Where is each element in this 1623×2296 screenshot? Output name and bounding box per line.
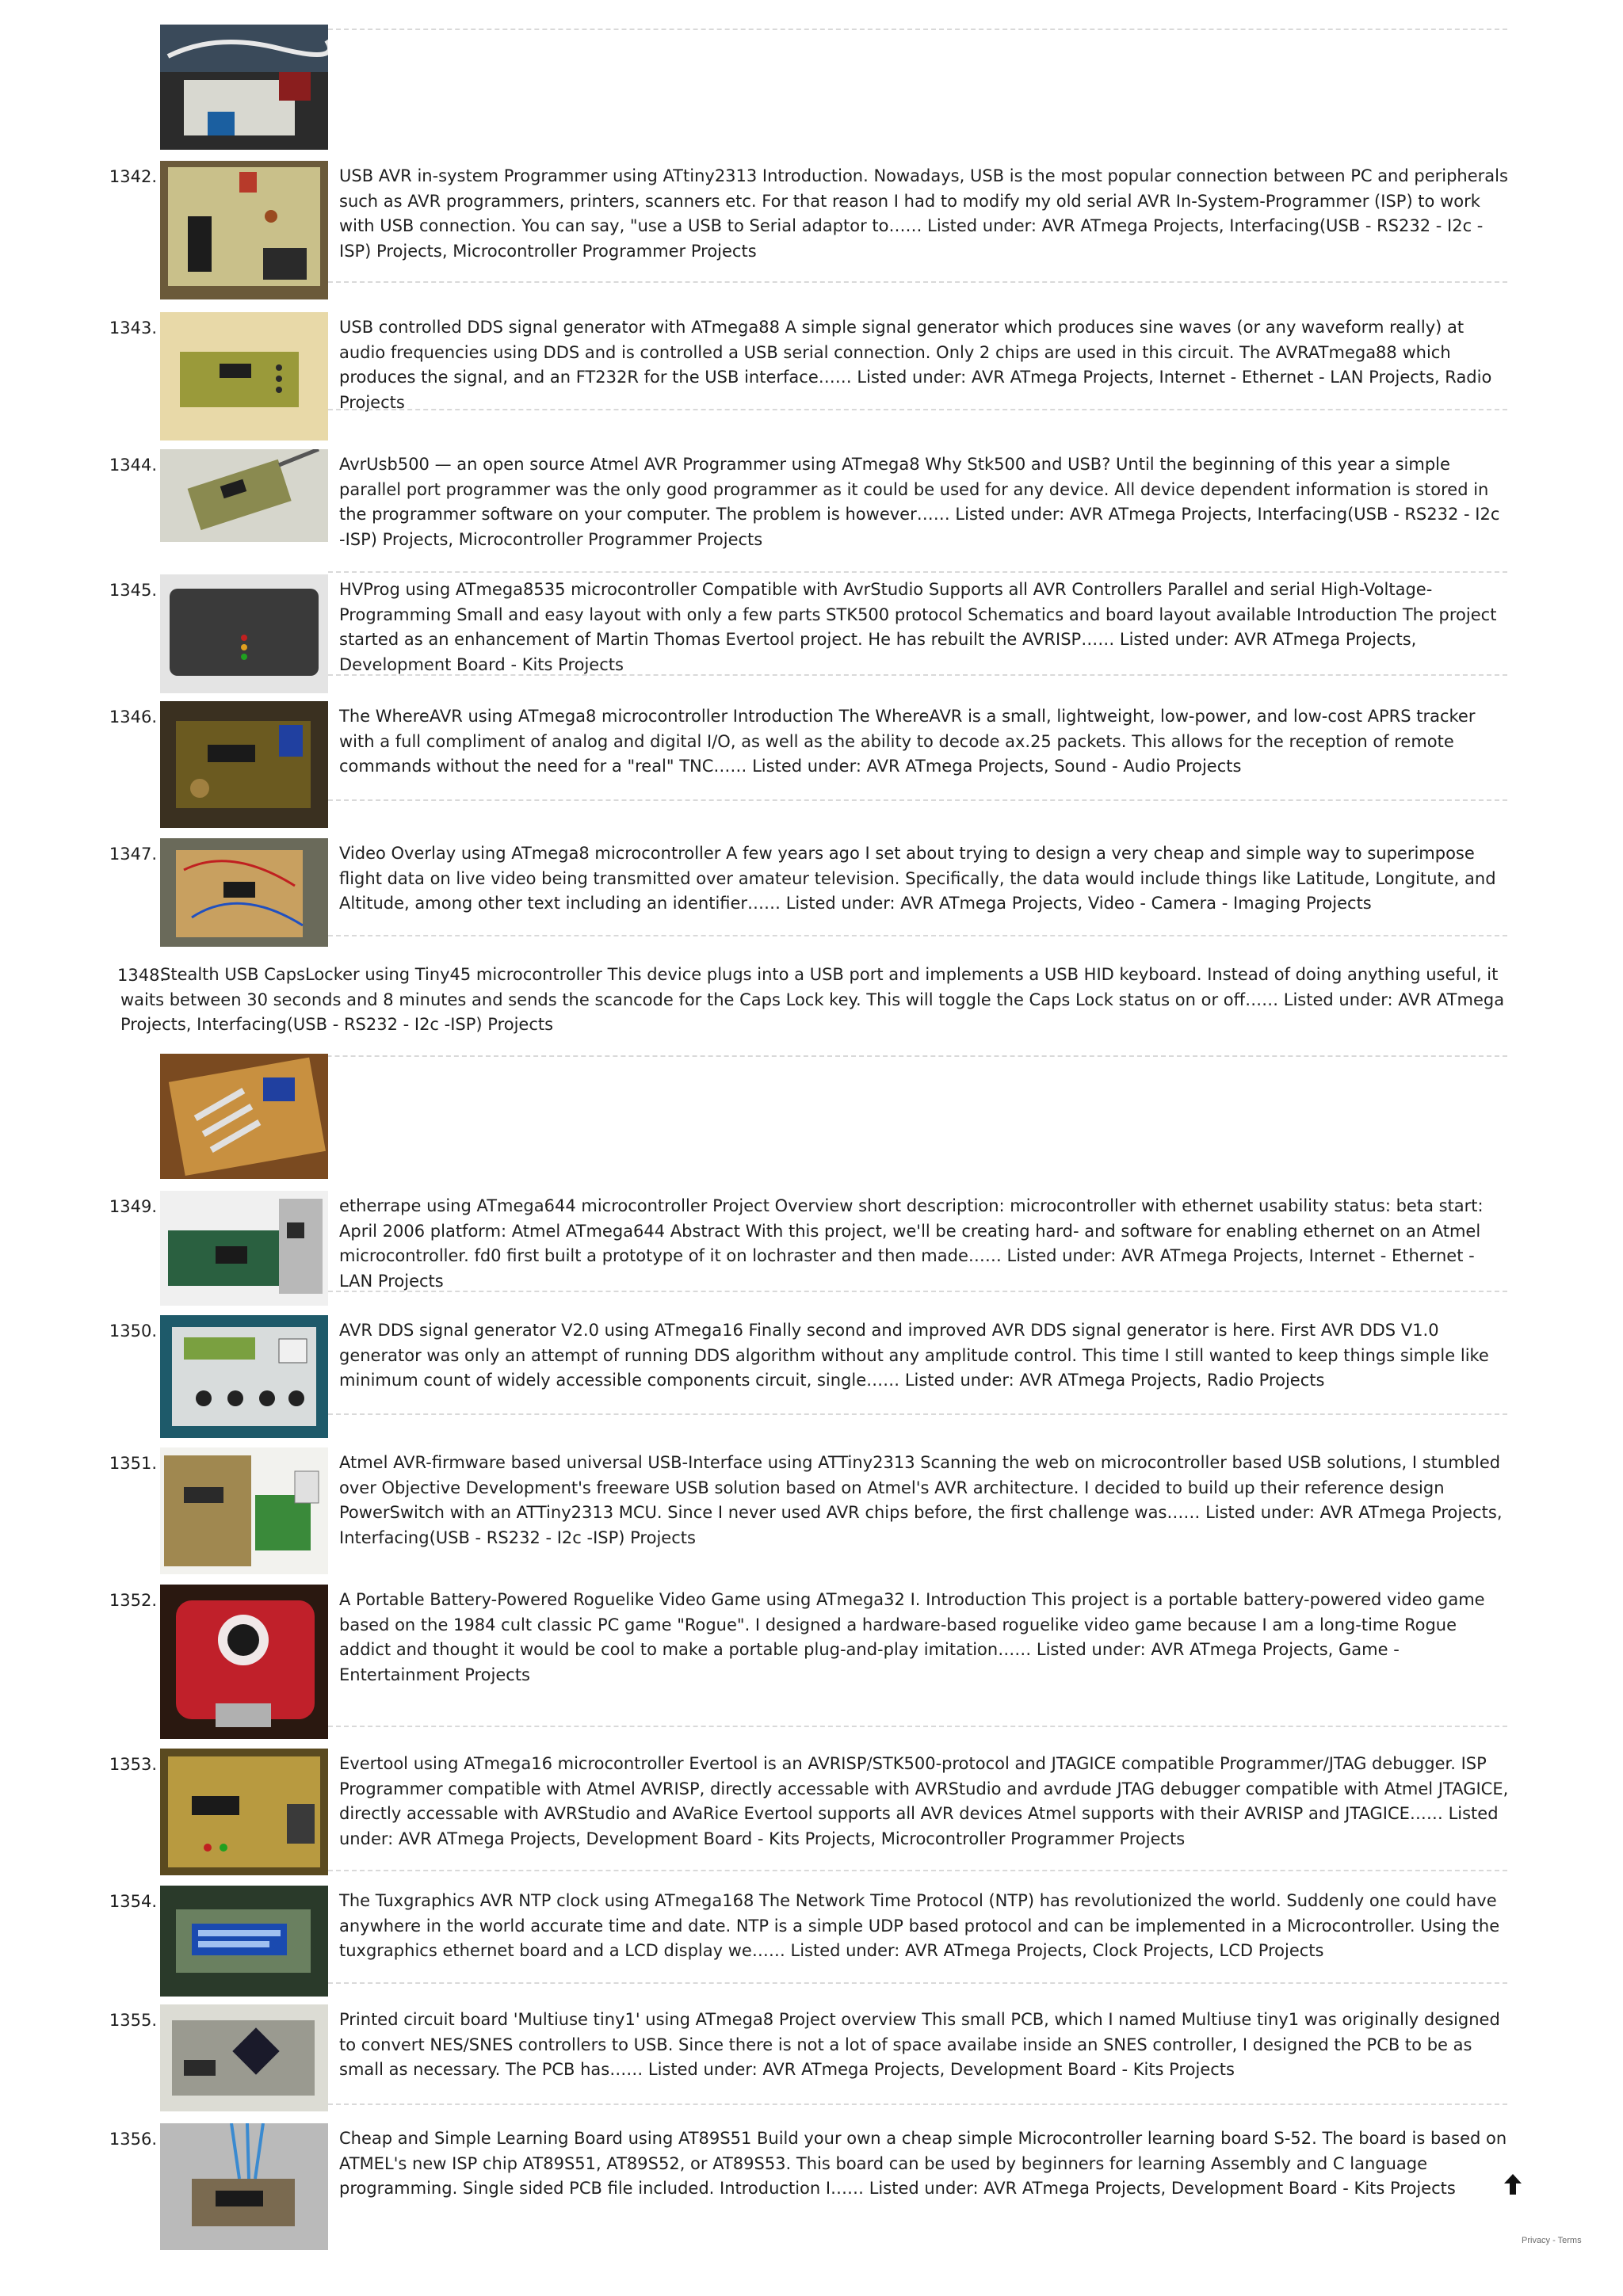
thumbnail-image[interactable] bbox=[160, 1315, 328, 1438]
list-item bbox=[0, 1749, 1623, 1875]
list-item bbox=[0, 1886, 1623, 1997]
list-item bbox=[0, 574, 1623, 693]
item-number: 1345. bbox=[109, 581, 157, 600]
thumbnail-image[interactable] bbox=[160, 1886, 328, 1997]
back-to-top-button[interactable] bbox=[1503, 2172, 1523, 2196]
divider bbox=[328, 1982, 1507, 1984]
list-item bbox=[0, 701, 1623, 828]
privacy-terms-link[interactable]: Privacy - Terms bbox=[1522, 2236, 1582, 2245]
item-description: HVProg using ATmega8535 microcontroller Compatible with AvrStudio Supports all AVR Controllers Parallel and serial High-Voltage-Programming Small and easy layout with only a few parts STK500 protocol Schematics and board layout available Introduction The project started as an enhancement of Martin Thomas Evertool project. He has rebuilt the AVRISP…… Listed under: AVR ATmega Projects, Development Board - Kits Projects bbox=[339, 580, 1497, 674]
divider bbox=[328, 1726, 1507, 1727]
divider bbox=[328, 281, 1507, 283]
thumbnail-image[interactable] bbox=[160, 161, 328, 299]
thumbnail-image[interactable] bbox=[160, 574, 328, 693]
divider bbox=[328, 29, 1507, 30]
item-number: 1349. bbox=[109, 1197, 157, 1216]
thumbnail-image[interactable] bbox=[160, 701, 328, 828]
list-item bbox=[0, 1315, 1623, 1438]
list-item bbox=[0, 1191, 1623, 1306]
item-number: 1355. bbox=[109, 2011, 157, 2030]
item-number: 1342. bbox=[109, 167, 157, 186]
item-number: 1356. bbox=[109, 2130, 157, 2149]
divider bbox=[328, 799, 1507, 801]
item-description: Stealth USB CapsLocker using Tiny45 microcontroller This device plugs into a USB port and implements a USB HID keyboard. Instead of doing anything useful, it waits between 30 seconds and 8 minutes and sends the scancode for the Caps Lock key. This will toggle the Caps Lock status on or off…… Listed under: AVR ATmega Projects, Interfacing(USB - RS232 - I2c -ISP) Projects bbox=[120, 965, 1505, 1034]
item-description: A Portable Battery-Powered Roguelike Video Game using ATmega32 I. Introduction This project is a portable battery-powered video game based on the 1984 cult classic PC game "Rogue". I designed a hardware-based roguelike video game because I am a long-time Rogue addict and thought it would be cool to make a portable plug-and-play imitation…… Listed under: AVR ATmega Projects, Game - Entertainment Projects bbox=[339, 1590, 1485, 1684]
list-item bbox=[0, 161, 1623, 288]
item-description: Printed circuit board 'Multiuse tiny1' using ATmega8 Project overview This small PCB, which I named Multiuse tiny1 was originally designed to convert NES/SNES controllers to USB. Since there is not a lot of space availabe inside an SNES controller, I designed the PCB to be as small as necessary. The PCB has…… Listed under: AVR ATmega Projects, Development Board - Kits Projects bbox=[339, 2010, 1500, 2079]
thumbnail-image[interactable] bbox=[160, 312, 328, 441]
item-number: 1346. bbox=[109, 707, 157, 727]
divider bbox=[328, 1291, 1507, 1292]
item-number: 1354. bbox=[109, 1892, 157, 1911]
item-number: 1352. bbox=[109, 1591, 157, 1610]
divider bbox=[328, 1413, 1507, 1415]
divider bbox=[328, 674, 1507, 676]
item-description: AvrUsb500 — an open source Atmel AVR Programmer using ATmega8 Why Stk500 and USB? Until the beginning of this year a simple parallel port programmer was the only good programmer as it could be used for any device. All device dependent information is stored in the programmer software on your computer. The problem is however…… Listed under: AVR ATmega Projects, Interfacing(USB - RS232 - I2c -ISP) Projects, Microcontroller Programmer Projects bbox=[339, 455, 1500, 549]
list-item bbox=[0, 2004, 1623, 2111]
list-item bbox=[0, 449, 1623, 548]
thumbnail-image[interactable] bbox=[160, 1191, 328, 1306]
thumbnail-image[interactable] bbox=[160, 25, 328, 150]
list-item bbox=[0, 1447, 1623, 1574]
thumbnail-image[interactable] bbox=[160, 2004, 328, 2111]
arrow-up-icon bbox=[1503, 2172, 1523, 2196]
item-description: The WhereAVR using ATmega8 microcontroller Introduction The WhereAVR is a small, lightweight, low-power, and low-cost APRS tracker with a full compliment of analog and digital I/O, as well as the ability to decode ax.25 packets. This allows for the reception of remote commands without the need for a "real" TNC…… Listed under: AVR ATmega Projects, Sound - Audio Projects bbox=[339, 707, 1476, 776]
item-description: Cheap and Simple Learning Board using AT89S51 Build your own a cheap simple Microcontroller learning board S-52. The board is based on ATMEL's new ISP chip AT89S51, AT89S52, or AT89S53. This board can be used by beginners for learning Assembly and C language programming. Single sided PCB file included. Introduction I…… Listed under: AVR ATmega Projects, Development Board - Kits Projects bbox=[339, 2129, 1507, 2198]
item-description: USB AVR in-system Programmer using ATtiny2313 Introduction. Nowadays, USB is the most popular connection between PC and peripherals such as AVR programmers, printers, scanners etc. For that reason I had to modify my old serial AVR In-System-Programmer (ISP) to work with USB connection. You can say, "use a USB to Serial adaptor to…… Listed under: AVR ATmega Projects, Interfacing(USB - RS232 - I2c -ISP) Projects, Microcontroller Programmer Projects bbox=[339, 166, 1508, 261]
item-description: AVR DDS signal generator V2.0 using ATmega16 Finally second and improved AVR DDS signal generator is here. First AVR DDS V1.0 generator was only an attempt of running DDS algorithm without any amplitude control. This time I still wanted to keep things simple like minimum count of widely accessible components circuit, single…… Listed under: AVR ATmega Projects, Radio Projects bbox=[339, 1321, 1489, 1390]
thumbnail-image[interactable] bbox=[160, 1749, 328, 1875]
divider bbox=[328, 409, 1507, 410]
item-description: Atmel AVR-firmware based universal USB-Interface using ATTiny2313 Scanning the web on microcontroller based USB solutions, I stumbled over Objective Development's freeware USB solution based on Atmel's AVR architecture. I decided to build up their reference design PowerSwitch with an ATTiny2313 MCU. Since I never used AVR chips before, the first challenge was…… Listed under: AVR ATmega Projects, Interfacing(USB - RS232 - I2c -ISP) Projects bbox=[339, 1453, 1503, 1547]
item-description: The Tuxgraphics AVR NTP clock using ATmega168 The Network Time Protocol (NTP) has revolutionized the world. Suddenly one could have anywhere in the world accurate time and date. NTP is a simple UDP based protocol and can be implemented in a Microcontroller. Using the tuxgraphics ethernet board and a LCD display we…… Listed under: AVR ATmega Projects, Clock Projects, LCD Projects bbox=[339, 1891, 1500, 1960]
list-item bbox=[0, 1585, 1623, 1739]
divider bbox=[328, 1870, 1507, 1871]
thumbnail-image[interactable] bbox=[160, 449, 328, 542]
item-number: 1351. bbox=[109, 1454, 157, 1473]
item-number: 1347. bbox=[109, 845, 157, 864]
item-description: Video Overlay using ATmega8 microcontroller A few years ago I set about trying to design a very cheap and simple way to superimpose flight data on live video being transmitted over amateur television. Specifically, the data would include things like Latitude, Longitute, and Altitude, among other text including an identifier…… Listed under: AVR ATmega Projects, Video - Camera - Imaging Projects bbox=[339, 844, 1496, 913]
thumbnail-image[interactable] bbox=[160, 1447, 328, 1574]
item-number: 1343. bbox=[109, 318, 157, 338]
item-number: 1348. bbox=[117, 966, 166, 985]
thumbnail-image[interactable] bbox=[160, 838, 328, 947]
divider bbox=[160, 1055, 1507, 1057]
list-item bbox=[0, 312, 1623, 439]
thumbnail-image[interactable] bbox=[160, 1585, 328, 1739]
divider bbox=[328, 571, 1507, 573]
item-number: 1344. bbox=[109, 456, 157, 475]
divider bbox=[328, 935, 1507, 936]
item-description: Evertool using ATmega16 microcontroller Evertool is an AVRISP/STK500-protocol and JTAGICE compatible Programmer/JTAG debugger. ISP Programmer compatible with Atmel AVRISP, directly accessable with AVRStudio and avrdude JTAG debugger compatible with Atmel JTAGICE, directly accessable with AVRStudio and AVaRice Evertool supports all AVR devices Atmel supports with their AVRISP and JTAGICE…… Listed under: AVR ATmega Projects, Development Board - Kits Projects, Microcontroller Programmer Projects bbox=[339, 1754, 1509, 1848]
list-item bbox=[0, 959, 1623, 1055]
list-item bbox=[0, 2123, 1623, 2250]
thumbnail-image[interactable] bbox=[160, 2123, 328, 2250]
list-item bbox=[0, 838, 1623, 949]
item-description: USB controlled DDS signal generator with ATmega88 A simple signal generator which produces sine waves (or any waveform really) at audio frequencies using DDS and is controlled a USB serial connection. Only 2 chips are used in this circuit. The AVRATmega88 which produces the signal, and an FT232R for the USB interface…… Listed under: AVR ATmega Projects, Internet - Ethernet - LAN Projects, Radio Projects bbox=[339, 318, 1492, 412]
item-description: etherrape using ATmega644 microcontroller Project Overview short description: microcontroller with ethernet usability status: beta start: April 2006 platform: Atmel ATmega644 Abstract With this project, we'll be creating hard- and software for enabling ethernet on an Atmel microcontroller. fd0 first built a prototype of it on lochraster and then made…… Listed under: AVR ATmega Projects, Internet - Ethernet - LAN Projects bbox=[339, 1196, 1484, 1291]
divider bbox=[328, 2103, 1507, 2105]
item-number: 1353. bbox=[109, 1755, 157, 1774]
item-number: 1350. bbox=[109, 1322, 157, 1341]
thumbnail-image[interactable] bbox=[160, 1054, 328, 1179]
